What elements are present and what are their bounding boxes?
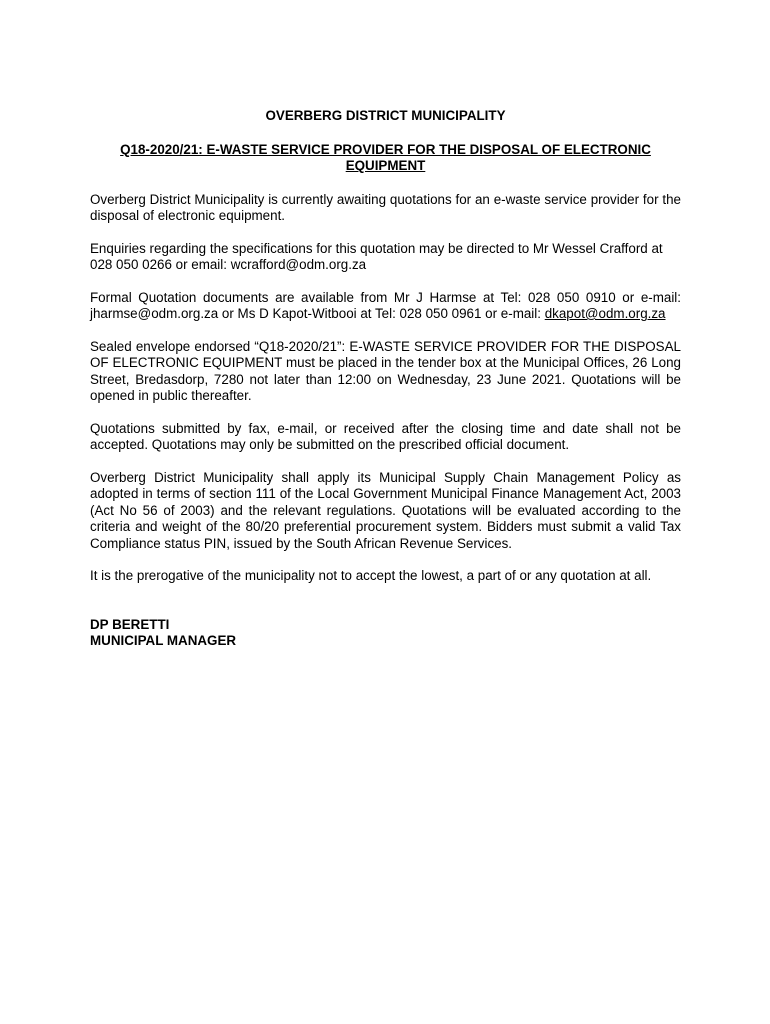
dkapot-email-link[interactable]: dkapot@odm.org.za (544, 306, 666, 321)
documents-paragraph (90, 290, 681, 323)
documents-text: Formal Quotation documents are available from Mr J Harmse at Tel: 028 050 0910 or e-mail: jharmse@odm.org.za or Ms D Kapot-Witbooi at Tel: 028 050 0961 or e-mail: (90, 289, 681, 321)
organisation-heading: OVERBERG DISTRICT MUNICIPALITY (265, 108, 506, 123)
signatory-position: MUNICIPAL MANAGER (90, 633, 237, 648)
late-submission-paragraph: Quotations submitted by fax, e-mail, or received after the closing time and date shall not be accepted. Quotations may only be submitted on the prescribed official document. (90, 420, 681, 452)
enquiries-paragraph: Enquiries regarding the specifications for this quotation may be directed to Mr Wessel Crafford at 028 050 0266 or email: wcrafford@odm.org.za (90, 240, 663, 272)
intro-paragraph: Overberg District Municipality is currently awaiting quotations for an e-waste service provider for the disposal of electronic equipment. (90, 191, 681, 223)
prerogative-paragraph: It is the prerogative of the municipality not to accept the lowest, a part of or any quotation at all. (90, 568, 652, 583)
policy-paragraph: Overberg District Municipality shall apply its Municipal Supply Chain Management Policy as adopted in terms of section 111 of the Local Government Municipal Finance Management Act, 2003 (Act No 56 of 2003) and the relevant regulations. Quotations will be evaluated according to the criteria and weight of the 80/20 preferential procurement system. Bidders must submit a valid Tax Compliance status PIN, issued by the South African Revenue Services. (90, 469, 681, 551)
submission-paragraph: Sealed envelope endorsed “Q18-2020/21”: E-WASTE SERVICE PROVIDER FOR THE DISPOSAL OF ELECTRONIC EQUIPMENT must be placed in the tender box at the Municipal Offices, 26 Long Street, Bredasdorp, 7280 not later than 12:00 on Wednesday, 23 June 2021. Quotations will be opened in public thereafter. (90, 338, 681, 403)
signatory-name: DP BERETTI (90, 616, 170, 632)
document-page (90, 108, 681, 650)
spacer (90, 601, 681, 617)
quotation-title: Q18-2020/21: E-WASTE SERVICE PROVIDER FOR THE DISPOSAL OF ELECTRONIC EQUIPMENT (120, 141, 651, 173)
